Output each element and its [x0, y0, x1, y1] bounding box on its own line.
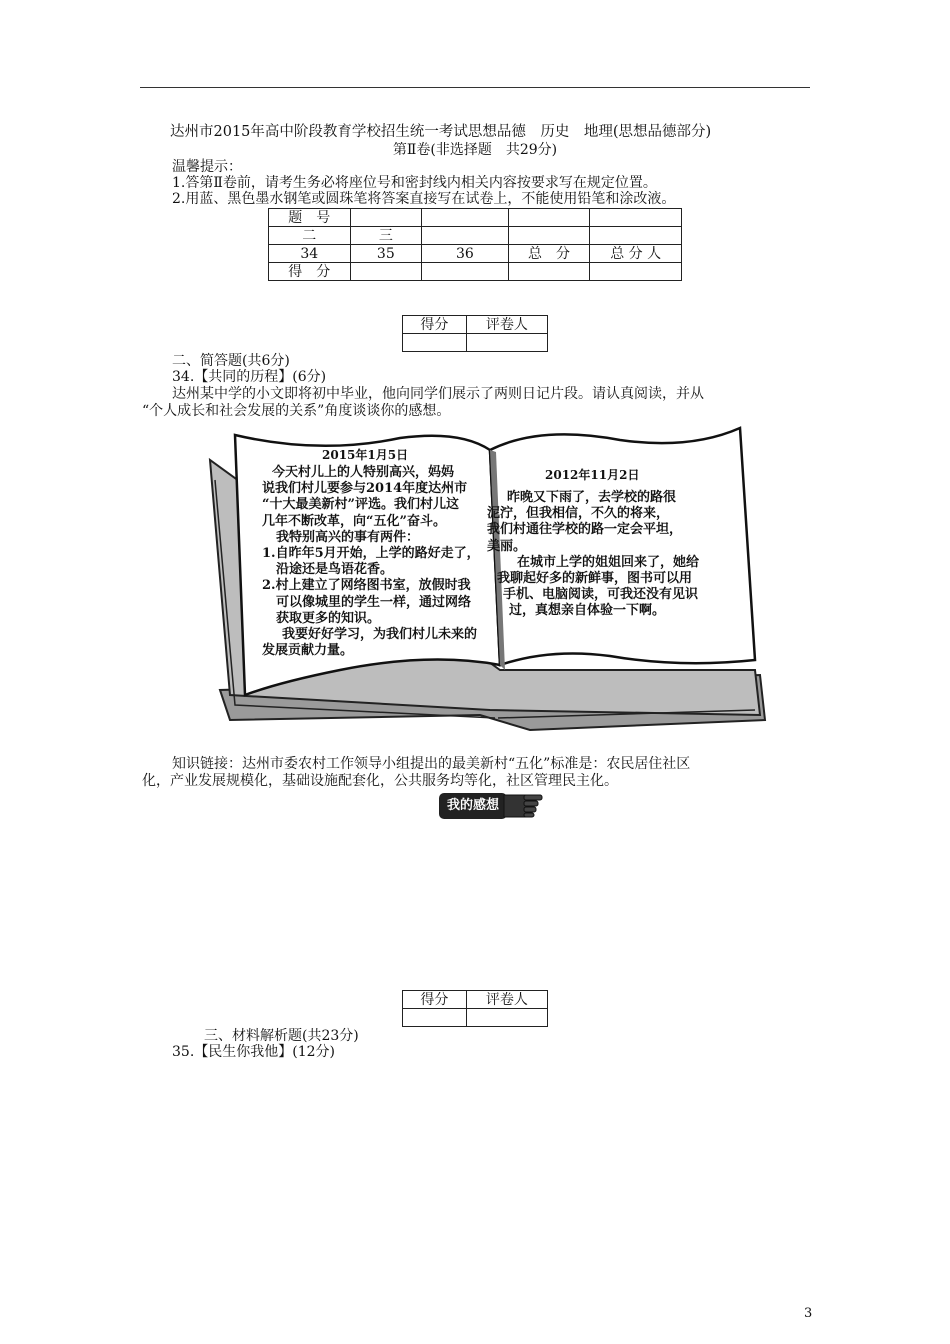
diary-line: “十大最美新村”评选。我们村儿这 — [262, 497, 459, 513]
q34-line2: “个人成长和社会发展的关系”角度谈谈你的感想。 — [142, 403, 451, 419]
table-cell: 评卷人 — [466, 316, 547, 334]
q34-line1: 达州某中学的小文即将初中毕业，他向同学们展示了两则日记片段。请认真阅读，并从 — [172, 386, 704, 402]
table-cell — [422, 227, 509, 245]
table-row — [403, 991, 548, 1009]
knowledge-line1: 知识链接：达州市委农村工作领导小组提出的最美新村“五化”标准是：农民居住社区 — [172, 756, 691, 772]
diary-line: 在城市上学的姐姐回来了，她给 — [517, 554, 700, 570]
table-row — [269, 209, 682, 227]
diary-line: 昨晚又下雨了，去学校的路很 — [507, 490, 677, 505]
table-cell: 二 — [269, 227, 351, 245]
table-cell[interactable] — [403, 334, 467, 352]
table-cell — [590, 209, 682, 227]
table-cell: 35 — [350, 245, 422, 263]
top-rule — [140, 87, 810, 88]
diary-line: 手机、电脑阅读，可我还没有见识 — [503, 587, 699, 603]
table-cell[interactable] — [350, 263, 422, 281]
exam-subtitle: 第Ⅱ卷(非选择题 共29分) — [392, 142, 558, 158]
table-cell — [422, 209, 509, 227]
table-cell[interactable] — [422, 263, 509, 281]
diary-line: 今天村儿上的人特别高兴，妈妈 — [272, 465, 455, 480]
table-cell[interactable]: 得 分 — [269, 263, 351, 281]
diary-line: 沿途还是鸟语花香。 — [276, 562, 394, 578]
table-cell: 三 — [350, 227, 422, 245]
q34-title: 34.【共同的历程】(6分) — [172, 369, 327, 385]
diary-right-text — [487, 490, 732, 620]
diary-line: 可以像城里的学生一样，通过网络 — [276, 594, 472, 610]
diary-line: 1.自昨年5月开始，上学的路好走了， — [262, 546, 480, 562]
diary-line: 泥泞，但我相信，不久的将来， — [487, 506, 670, 522]
q35-title: 35.【民生你我他】(12分) — [172, 1044, 336, 1060]
diary-line: 发展贡献力量。 — [262, 643, 354, 659]
table-cell: 总 分 人 — [590, 245, 682, 263]
diary-left-text — [262, 465, 502, 659]
tip-2: 2.用蓝、黑色墨水钢笔或圆珠笔将答案直接写在试卷上，不能使用铅笔和涂改液。 — [172, 191, 676, 207]
score-table — [268, 208, 682, 281]
table-cell: 评卷人 — [466, 991, 547, 1009]
table-row — [269, 263, 682, 281]
diary-line: 过，真想亲自体验一下啊。 — [509, 603, 666, 619]
page-number: 3 — [804, 1306, 813, 1321]
diary-line: 说我们村儿要参与2014年度达州市 — [262, 481, 468, 497]
table-cell[interactable] — [466, 334, 547, 352]
grader-box-2 — [402, 990, 548, 1027]
knowledge-line2: 化，产业发展规模化，基础设施配套化，公共服务均等化，社区管理民主化。 — [142, 773, 618, 789]
table-cell: 36 — [422, 245, 509, 263]
table-cell — [508, 227, 590, 245]
exam-title: 达州市2015年高中阶段教育学校招生统一考试思想品德 历史 地理(思想品德部分) — [170, 124, 712, 140]
table-cell: 得分 — [403, 991, 467, 1009]
section2-heading: 二、简答题(共6分) — [172, 353, 290, 369]
diary-line: 几年不断改革，向“五化”奋斗。 — [262, 513, 446, 529]
diary-line: 我们村通往学校的路一定会平坦， — [487, 522, 683, 538]
badge-label: 我的感想 — [446, 798, 499, 813]
table-cell[interactable] — [508, 263, 590, 281]
table-cell — [350, 209, 422, 227]
diary-line: 我聊起好多的新鲜事，图书可以用 — [497, 571, 693, 587]
table-row — [269, 245, 682, 263]
table-cell: 得分 — [403, 316, 467, 334]
grader-box-1 — [402, 315, 548, 352]
table-cell: 总 分 — [508, 245, 590, 263]
diary-line: 2.村上建立了网络图书室，放假时我 — [262, 578, 471, 594]
table-cell[interactable] — [403, 1009, 467, 1027]
my-thoughts-badge — [438, 789, 544, 823]
tip-1: 1.答第Ⅱ卷前，请考生务必将座位号和密封线内相关内容按要求写在规定位置。 — [172, 175, 657, 191]
diary-line: 我要好好学习，为我们村儿未来的 — [282, 627, 478, 643]
diary-line: 我特别高兴的事有两件： — [276, 529, 420, 545]
table-cell — [590, 227, 682, 245]
tips-heading: 温馨提示： — [172, 159, 242, 175]
table-cell: 题 号 — [269, 209, 351, 227]
table-cell — [508, 209, 590, 227]
table-cell: 34 — [269, 245, 351, 263]
table-row — [403, 334, 548, 352]
table-row — [403, 316, 548, 334]
diary-right-date: 2012年11月2日 — [545, 468, 640, 482]
table-row — [269, 227, 682, 245]
table-cell[interactable] — [590, 263, 682, 281]
section3-heading: 三、材料解析题(共23分) — [204, 1028, 359, 1044]
diary-line: 获取更多的知识。 — [276, 610, 381, 626]
diary-left-date: 2015年1月5日 — [322, 448, 409, 462]
diary-line: 美丽。 — [487, 538, 527, 554]
table-cell[interactable] — [466, 1009, 547, 1027]
table-row — [403, 1009, 548, 1027]
